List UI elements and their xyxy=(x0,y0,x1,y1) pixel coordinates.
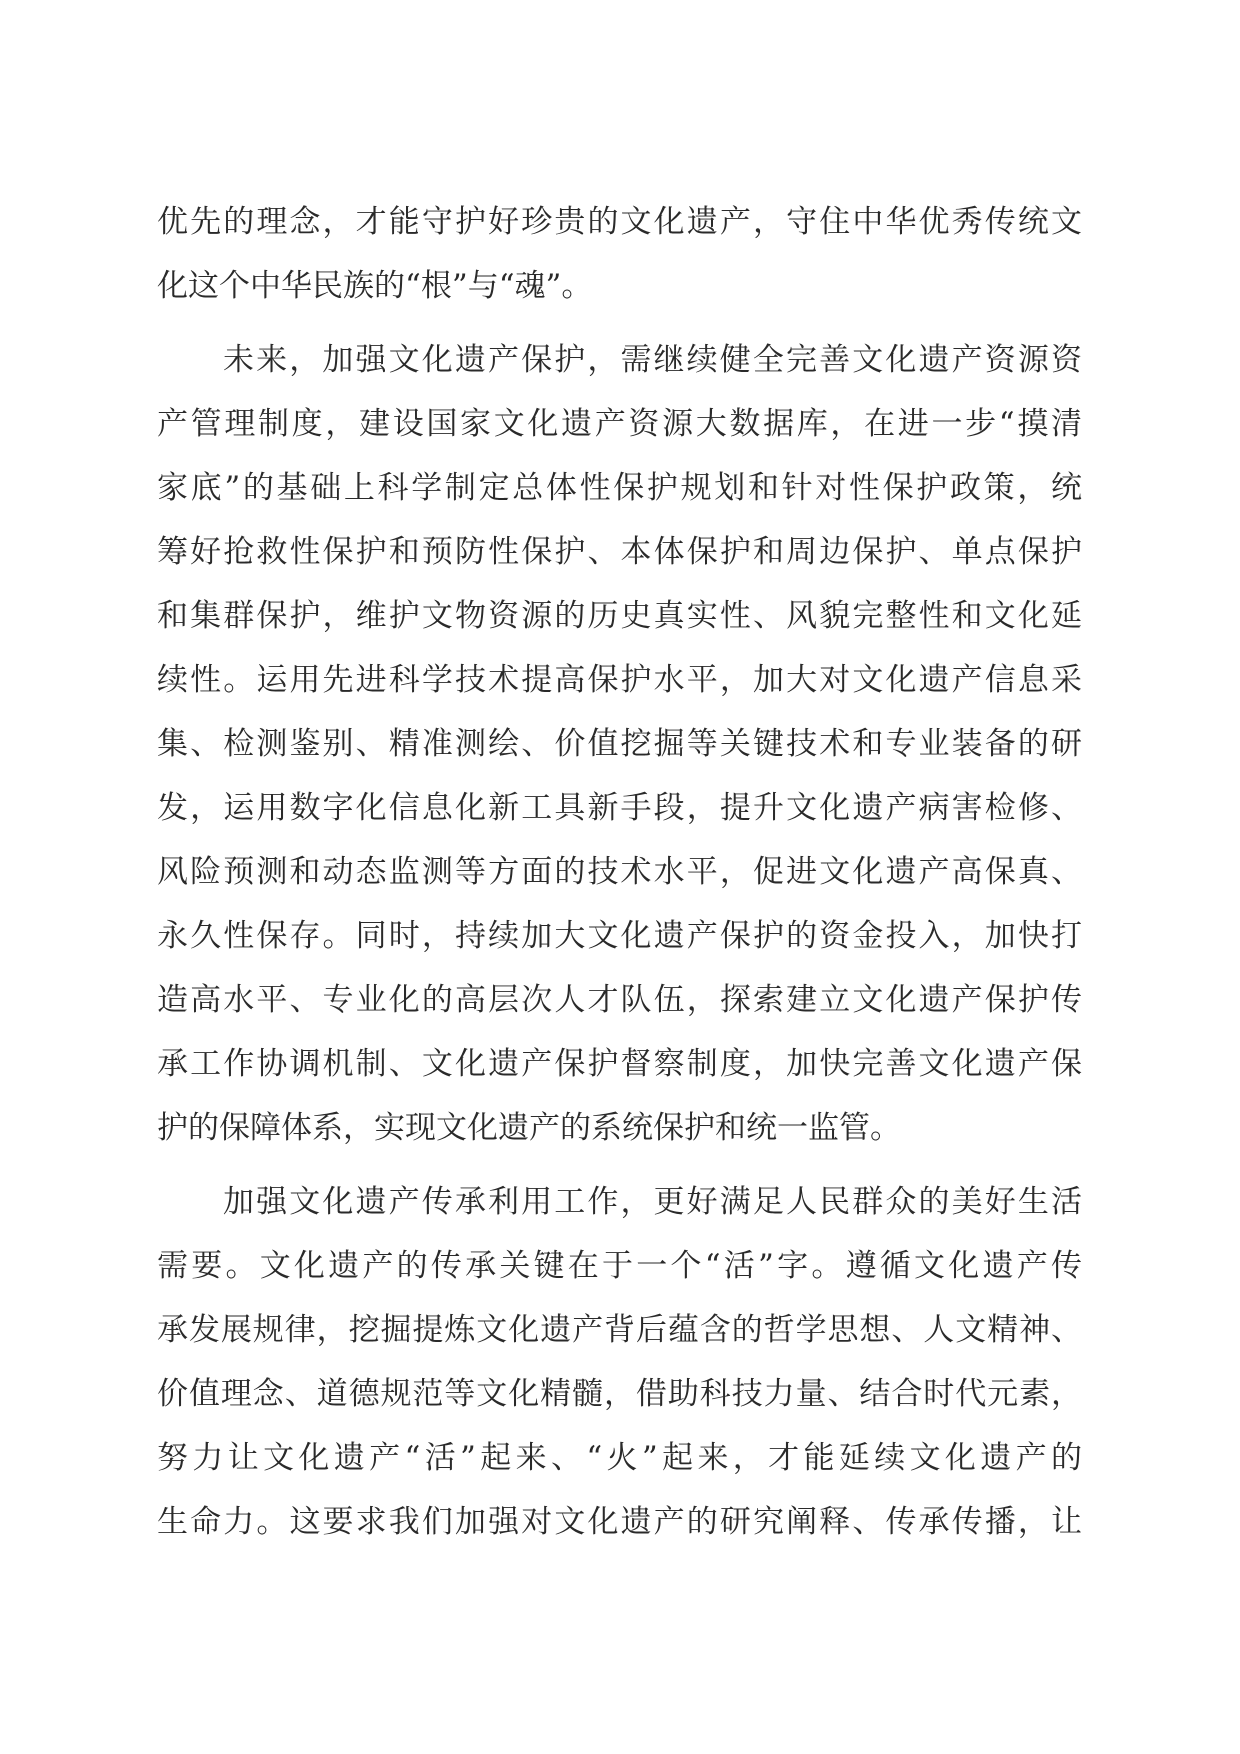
text-line: 优先的理念，才能守护好珍贵的文化遗产，守住中华优秀传统文 xyxy=(157,204,1082,240)
text-line: 和集群保护，维护文物资源的历史真实性、风貌完整性和文化延 xyxy=(157,598,1082,634)
text-line: 永久性保存。同时，持续加大文化遗产保护的资金投入，加快打 xyxy=(157,918,1082,954)
text-line: 价值理念、道德规范等文化精髓，借助科技力量、结合时代元素， xyxy=(157,1376,1082,1412)
text-line: 加强文化遗产传承利用工作，更好满足人民群众的美好生活 xyxy=(223,1184,1082,1220)
text-line: 产管理制度，建设国家文化遗产资源大数据库，在进一步“摸清 xyxy=(157,406,1082,442)
paragraph xyxy=(157,328,1082,1160)
text-line: 发，运用数字化信息化新工具新手段，提升文化遗产病害检修、 xyxy=(157,790,1082,826)
text-line: 家底”的基础上科学制定总体性保护规划和针对性保护政策，统 xyxy=(157,470,1082,506)
text-line: 造高水平、专业化的高层次人才队伍，探索建立文化遗产保护传 xyxy=(157,982,1082,1018)
text-line: 筹好抢救性保护和预防性保护、本体保护和周边保护、单点保护 xyxy=(157,534,1082,570)
text-line: 需要。文化遗产的传承关键在于一个“活”字。遵循文化遗产传 xyxy=(157,1248,1082,1284)
paragraph xyxy=(157,1170,1082,1554)
body-text xyxy=(157,190,1082,1554)
text-line: 生命力。这要求我们加强对文化遗产的研究阐释、传承传播，让 xyxy=(157,1504,1082,1540)
text-line: 承发展规律，挖掘提炼文化遗产背后蕴含的哲学思想、人文精神、 xyxy=(157,1312,1082,1348)
text-line: 续性。运用先进科学技术提高保护水平，加大对文化遗产信息采 xyxy=(157,662,1082,698)
text-line: 努力让文化遗产“活”起来、“火”起来，才能延续文化遗产的 xyxy=(157,1440,1082,1476)
text-line: 护的保障体系，实现文化遗产的系统保护和统一监管。 xyxy=(157,1110,901,1146)
paragraph xyxy=(157,190,1082,318)
text-line: 集、检测鉴别、精准测绘、价值挖掘等关键技术和专业装备的研 xyxy=(157,726,1082,762)
text-line: 风险预测和动态监测等方面的技术水平，促进文化遗产高保真、 xyxy=(157,854,1082,890)
text-line: 承工作协调机制、文化遗产保护督察制度，加快完善文化遗产保 xyxy=(157,1046,1082,1082)
text-line: 未来，加强文化遗产保护，需继续健全完善文化遗产资源资 xyxy=(223,342,1082,378)
text-line: 化这个中华民族的“根”与“魂”。 xyxy=(157,268,593,304)
